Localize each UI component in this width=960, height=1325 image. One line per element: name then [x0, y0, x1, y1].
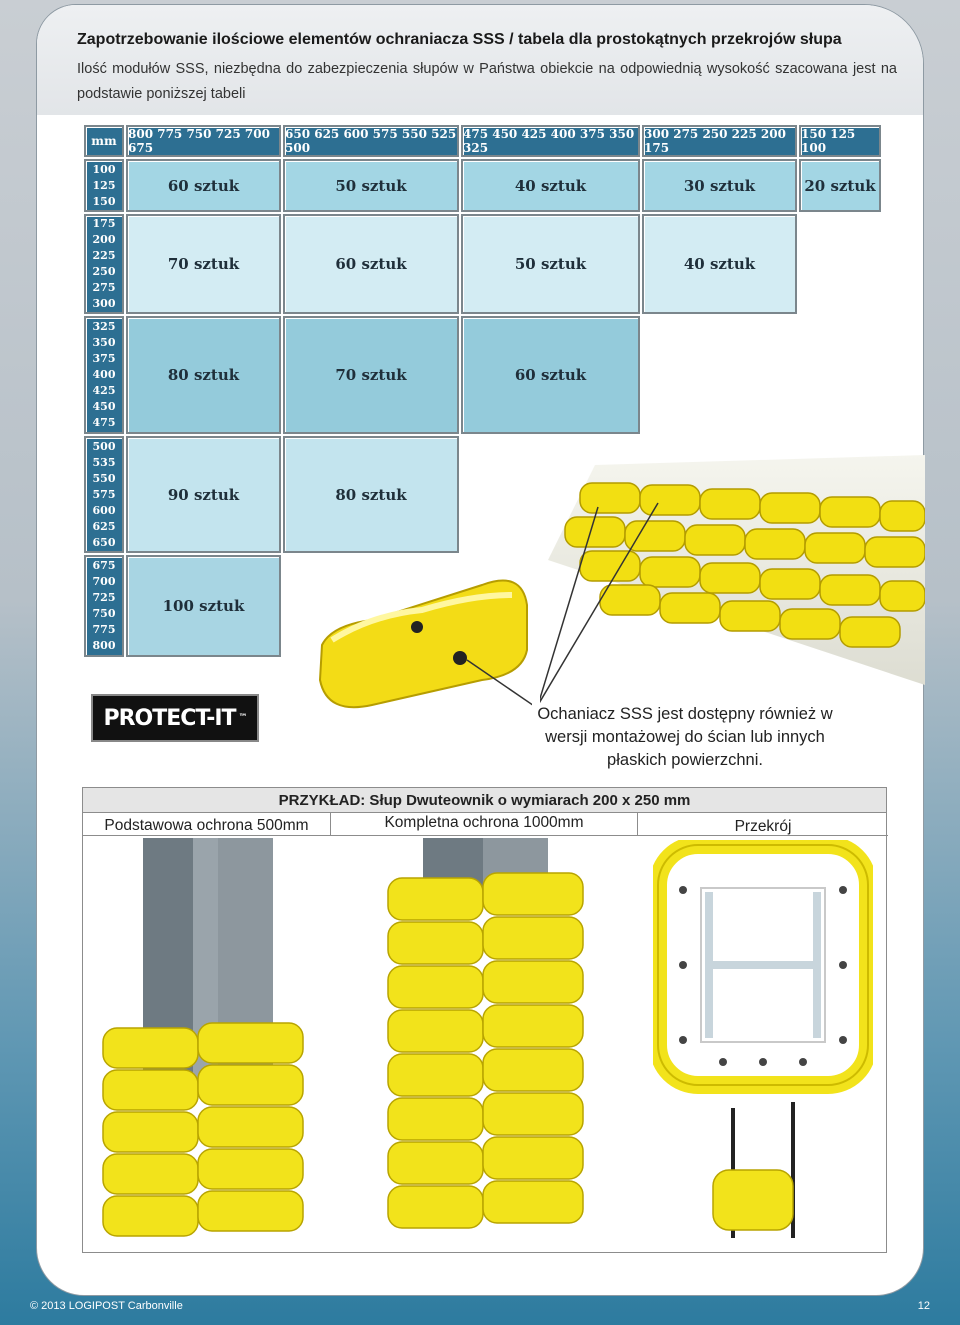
- example-col-complete: Kompletna ochrona 1000mm: [331, 813, 638, 836]
- quantity-cell: 70 sztuk: [283, 316, 459, 434]
- row-header: [84, 214, 124, 314]
- sss-module-photo: [312, 565, 532, 715]
- intro-text: Ilość modułów SSS, niezbędna do zabezpieczenia słupów w Państwa obiekcie na odpowiednią wysokość szacowana jest na podstawie poniższej tabeli: [77, 61, 897, 102]
- page-number: 12: [917, 1300, 930, 1312]
- row-size: 400: [92, 368, 116, 381]
- row-size: 450: [92, 400, 116, 413]
- row-size: 325: [92, 320, 116, 333]
- row-size: 200: [92, 233, 116, 246]
- wall-protector-photo: [540, 455, 925, 705]
- example-title: PRZYKŁAD: Słup Dwuteownik o wymiarach 200 x 250 mm: [83, 788, 886, 813]
- complete-protection-illustration: [383, 838, 593, 1248]
- row-size: 300: [92, 297, 116, 310]
- row-size: 225: [92, 249, 116, 262]
- quantity-cell: 50 sztuk: [283, 159, 459, 212]
- protect-it-logo: [91, 694, 259, 742]
- row-header: [84, 436, 124, 553]
- quantity-cell: 70 sztuk: [126, 214, 281, 314]
- row-size: 550: [92, 471, 116, 485]
- footer-copyright: © 2013 LOGIPOST Carbonville: [30, 1300, 183, 1312]
- row-size: 125: [92, 178, 116, 192]
- quantity-cell: 40 sztuk: [461, 159, 640, 212]
- quantity-cell: 20 sztuk: [799, 159, 881, 212]
- row-size: 350: [92, 336, 116, 349]
- row-size: 500: [92, 439, 116, 453]
- basic-protection-illustration: [98, 838, 318, 1248]
- quantity-cell: 90 sztuk: [126, 436, 281, 553]
- row-header: [84, 555, 124, 657]
- column-header: 650 625 600 575 550 525 500: [283, 125, 459, 157]
- quantity-cell: 50 sztuk: [461, 214, 640, 314]
- row-size: 535: [92, 455, 116, 469]
- row-size: 675: [92, 559, 116, 572]
- example-col-section: Przekrój: [638, 813, 888, 836]
- row-header: [84, 159, 124, 212]
- row-size: 775: [92, 623, 116, 636]
- quantity-cell: 30 sztuk: [642, 159, 797, 212]
- row-size: 175: [92, 217, 116, 230]
- column-header: 475 450 425 400 375 350 325: [461, 125, 640, 157]
- column-header: 300 275 250 225 200 175: [642, 125, 797, 157]
- row-size: 250: [92, 265, 116, 278]
- row-size: 100: [92, 162, 116, 176]
- quantity-cell: 80 sztuk: [126, 316, 281, 434]
- row-size: 150: [92, 194, 116, 208]
- row-size: 700: [92, 575, 116, 588]
- row-header: [84, 316, 124, 434]
- logo-trademark: ™: [238, 713, 247, 723]
- quantity-cell: 60 sztuk: [126, 159, 281, 212]
- row-size: 750: [92, 607, 116, 620]
- row-size: 475: [92, 416, 116, 429]
- table-corner: mm: [84, 125, 124, 157]
- example-section: [82, 787, 887, 1253]
- quantity-cell: 60 sztuk: [283, 214, 459, 314]
- quantity-cell: 60 sztuk: [461, 316, 640, 434]
- wall-version-note: Ochaniacz SSS jest dostępny również w wersji montażowej do ścian lub innych płaskich powierzchni.: [537, 705, 833, 769]
- quantity-cell: 100 sztuk: [126, 555, 281, 657]
- row-size: 725: [92, 591, 116, 604]
- cross-section-illustration: [653, 840, 873, 1250]
- quantity-cell: 80 sztuk: [283, 436, 459, 553]
- quantity-cell: 40 sztuk: [642, 214, 797, 314]
- column-header: 800 775 750 725 700 675: [126, 125, 281, 157]
- logo-text: PROTECT-IT: [103, 705, 236, 731]
- row-size: 650: [92, 535, 116, 549]
- row-size: 375: [92, 352, 116, 365]
- page-title: Zapotrzebowanie ilościowe elementów ochraniacza SSS / tabela dla prostokątnych przekrojów słupa: [77, 31, 842, 48]
- row-size: 600: [92, 503, 116, 517]
- row-size: 625: [92, 519, 116, 533]
- row-size: 800: [92, 639, 116, 652]
- row-size: 425: [92, 384, 116, 397]
- column-header: 150 125 100: [799, 125, 881, 157]
- row-size: 275: [92, 281, 116, 294]
- row-size: 575: [92, 487, 116, 501]
- example-col-basic: Podstawowa ochrona 500mm: [83, 813, 331, 836]
